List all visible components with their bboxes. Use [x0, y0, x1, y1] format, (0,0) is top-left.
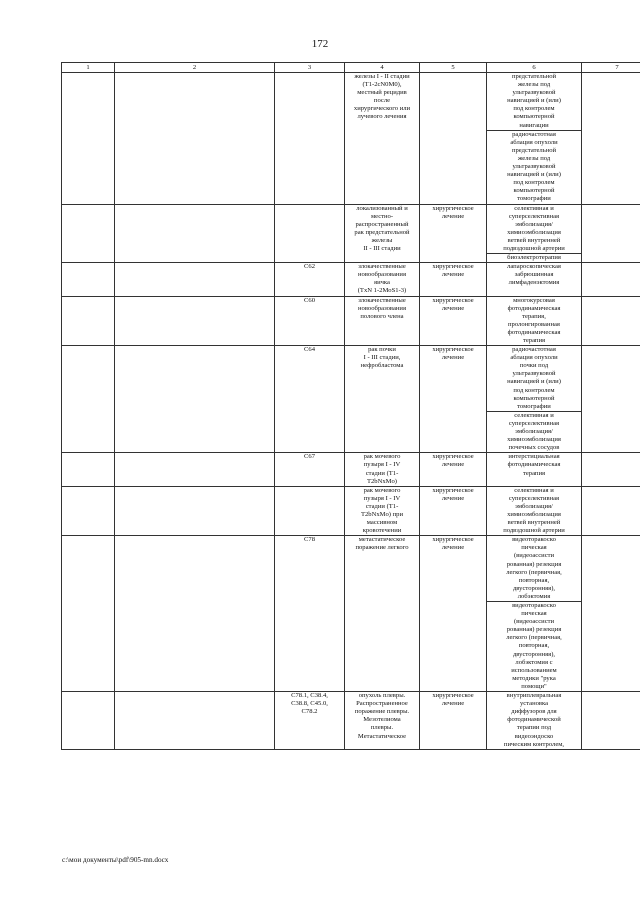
cell-icd-code	[275, 73, 345, 205]
cell-treatment-type-text: хирургическое лечение	[432, 296, 474, 312]
cell-diagnosis-text: локализованный и местно- распространенный рак предстательной железы II - III стадии	[354, 204, 410, 252]
cell-diagnosis	[345, 536, 420, 692]
page-number: 172	[311, 38, 329, 50]
cell-col2	[115, 536, 275, 692]
cell-col7	[582, 486, 640, 536]
cell-treatment-type-text: хирургическое лечение	[432, 453, 474, 469]
cell-method-text: селективная и суперселективная эмболизация/ химиоэмболизация ветвей внутренней подвздошной артерии	[503, 486, 565, 535]
cell-icd-code	[275, 346, 345, 453]
cell-method-text: селективная и суперселективная эмболизация/ химиоэмболизация почечных сосудов	[507, 411, 561, 452]
cell-method-text: видеоторакоско пическая (видеоассисти рованная) резекция легкого (первичная, повторная, двусторонняя), лобэктомия с использованием методики "рука помощи"	[506, 602, 562, 690]
cell-diagnosis-text: злокачественные новообразования яичка (TxN 1-2MoS1-3)	[357, 263, 407, 295]
cell-icd-code-text: C62	[304, 263, 315, 271]
cell-col1	[62, 263, 115, 296]
cell-method	[487, 296, 582, 346]
cell-method-text: многокурсовая фотодинамическая терапия, пролонгированная фотодинамическая терапия	[507, 296, 561, 344]
cell-col7	[582, 296, 640, 346]
col-header-3: 3	[275, 63, 345, 73]
cell-treatment-type-text: хирургическое лечение	[432, 486, 474, 502]
cell-icd-code	[275, 453, 345, 486]
cell-treatment-type	[420, 73, 487, 205]
cell-treatment-type	[420, 263, 487, 296]
cell-treatment-type-text: хирургическое лечение	[432, 536, 474, 552]
cell-method-text: селективная и суперселективная эмболизация/ химиоэмболизация ветвей внутренней подвздошной артерии	[503, 204, 565, 252]
col-header-6: 6	[487, 63, 582, 73]
cell-col1	[62, 204, 115, 263]
cell-col2	[115, 453, 275, 486]
cell-diagnosis-text: опухоль плевры. Распространенное поражение плевры. Мезотелиома плевры. Метастатическое	[354, 692, 410, 740]
table-row	[62, 204, 640, 254]
cell-col2	[115, 73, 275, 205]
cell-treatment-type-text: хирургическое лечение	[432, 346, 474, 362]
cell-method-text: радиочастотная аблация опухоли предстательной железы под ультразвуковой навигацией и (или) под контролем компьютерной томографии	[507, 130, 561, 203]
cell-diagnosis-text: рак почки I - III стадии, нефробластома	[360, 346, 404, 370]
cell-icd-code	[275, 263, 345, 296]
cell-treatment-type	[420, 346, 487, 453]
table-row	[62, 692, 640, 750]
cell-method	[487, 692, 582, 750]
table-row	[62, 296, 640, 346]
cell-diagnosis-text: железы I - II стадии (T1-2cN0M0), местный рецидив после хирургического или лучевого лечения	[353, 73, 411, 121]
cell-treatment-type	[420, 453, 487, 486]
cell-diagnosis	[345, 263, 420, 296]
cell-diagnosis	[345, 73, 420, 205]
cell-treatment-type-text: хирургическое лечение	[432, 263, 474, 279]
table-row	[62, 453, 640, 486]
cell-diagnosis	[345, 453, 420, 486]
cell-treatment-type	[420, 486, 487, 536]
cell-method	[487, 263, 582, 296]
cell-method-text: интерстициальная фотодинамическая терапия	[507, 453, 561, 477]
cell-method-text: предстательной железы под ультразвуковой навигацией и (или) под контролем компьютерной навигации	[507, 73, 561, 129]
cell-col1	[62, 73, 115, 205]
table-row	[62, 346, 640, 412]
cell-method	[487, 204, 582, 254]
col-header-4: 4	[345, 63, 420, 73]
cell-col7	[582, 263, 640, 296]
cell-col7	[582, 73, 640, 205]
cell-col2	[115, 346, 275, 453]
cell-diagnosis-text: метастатическое поражение легкого	[355, 536, 409, 552]
cell-diagnosis	[345, 204, 420, 263]
cell-treatment-type	[420, 536, 487, 692]
cell-icd-code-text: C78.1, C38.4, C38.8, C45.0, C78.2	[291, 692, 328, 716]
cell-icd-code	[275, 692, 345, 750]
cell-method	[487, 254, 582, 263]
cell-diagnosis-text: злокачественные новообразования полового члена	[358, 296, 406, 320]
cell-method-text: биоэлектротерапия	[507, 254, 561, 262]
cell-col7	[582, 692, 640, 750]
cell-col1	[62, 296, 115, 346]
cell-treatment-type-text: хирургическое лечение	[432, 204, 474, 220]
cell-method	[487, 486, 582, 536]
cell-diagnosis	[345, 486, 420, 536]
file-path-footer: c:\мои документы\pdf\905-mn.docx	[62, 856, 169, 864]
cell-method-text: видеоторакоско пическая (видеоассисти рованная) резекция легкого (первичная, повторная, двусторонняя), лобэктомия	[506, 536, 562, 600]
cell-icd-code-text: C67	[304, 453, 315, 461]
cell-col7	[582, 453, 640, 486]
cell-method	[487, 73, 582, 131]
table-row	[62, 73, 640, 131]
cell-method	[487, 130, 582, 204]
cell-col2	[115, 486, 275, 536]
cell-method	[487, 346, 582, 412]
cell-col2	[115, 263, 275, 296]
cell-icd-code	[275, 296, 345, 346]
col-header-2: 2	[115, 63, 275, 73]
table-row	[62, 263, 640, 296]
cell-col2	[115, 204, 275, 263]
cell-diagnosis	[345, 346, 420, 453]
cell-col1	[62, 346, 115, 453]
cell-diagnosis	[345, 692, 420, 750]
table-row	[62, 486, 640, 536]
header-row	[62, 63, 640, 73]
cell-method-text: лапароскопическая забрюшинная лимфаденэктомия	[507, 263, 561, 287]
cell-col1	[62, 536, 115, 692]
cell-icd-code-text: C64	[304, 346, 315, 354]
cell-method	[487, 453, 582, 486]
cell-icd-code-text: C60	[304, 296, 315, 304]
cell-treatment-type	[420, 296, 487, 346]
procedures-table	[61, 62, 640, 750]
cell-col1	[62, 486, 115, 536]
cell-diagnosis-text: рак мочевого пузыря I - IV стадии (T1- T2bNxMo)	[363, 453, 401, 485]
col-header-1: 1	[62, 63, 115, 73]
cell-method-text: радиочастотная аблация опухоли почки под ультразвуковой навигацией и (или) под контролем компьютерной томографии	[507, 346, 561, 410]
cell-method	[487, 536, 582, 602]
cell-diagnosis	[345, 296, 420, 346]
cell-col1	[62, 453, 115, 486]
cell-col2	[115, 296, 275, 346]
cell-method-text: внутриплевральная установка диффузоров для фотодинамической терапии под видеоэндоско пическим контролем,	[503, 692, 565, 748]
cell-treatment-type-text: хирургическое лечение	[432, 692, 474, 708]
cell-icd-code-text: C78	[304, 536, 315, 544]
cell-col7	[582, 536, 640, 692]
cell-treatment-type	[420, 204, 487, 263]
cell-icd-code	[275, 204, 345, 263]
cell-icd-code	[275, 536, 345, 692]
cell-diagnosis-text: рак мочевого пузыря I - IV стадии (T1- T2bNxMo) при массивном кровотечении	[360, 486, 404, 535]
col-header-5: 5	[420, 63, 487, 73]
cell-icd-code	[275, 486, 345, 536]
table-row	[62, 536, 640, 602]
cell-col7	[582, 204, 640, 263]
cell-col7	[582, 346, 640, 453]
col-header-7: 7	[582, 63, 640, 73]
cell-method	[487, 411, 582, 452]
cell-col2	[115, 692, 275, 750]
cell-treatment-type	[420, 692, 487, 750]
cell-method	[487, 602, 582, 692]
cell-col1	[62, 692, 115, 750]
